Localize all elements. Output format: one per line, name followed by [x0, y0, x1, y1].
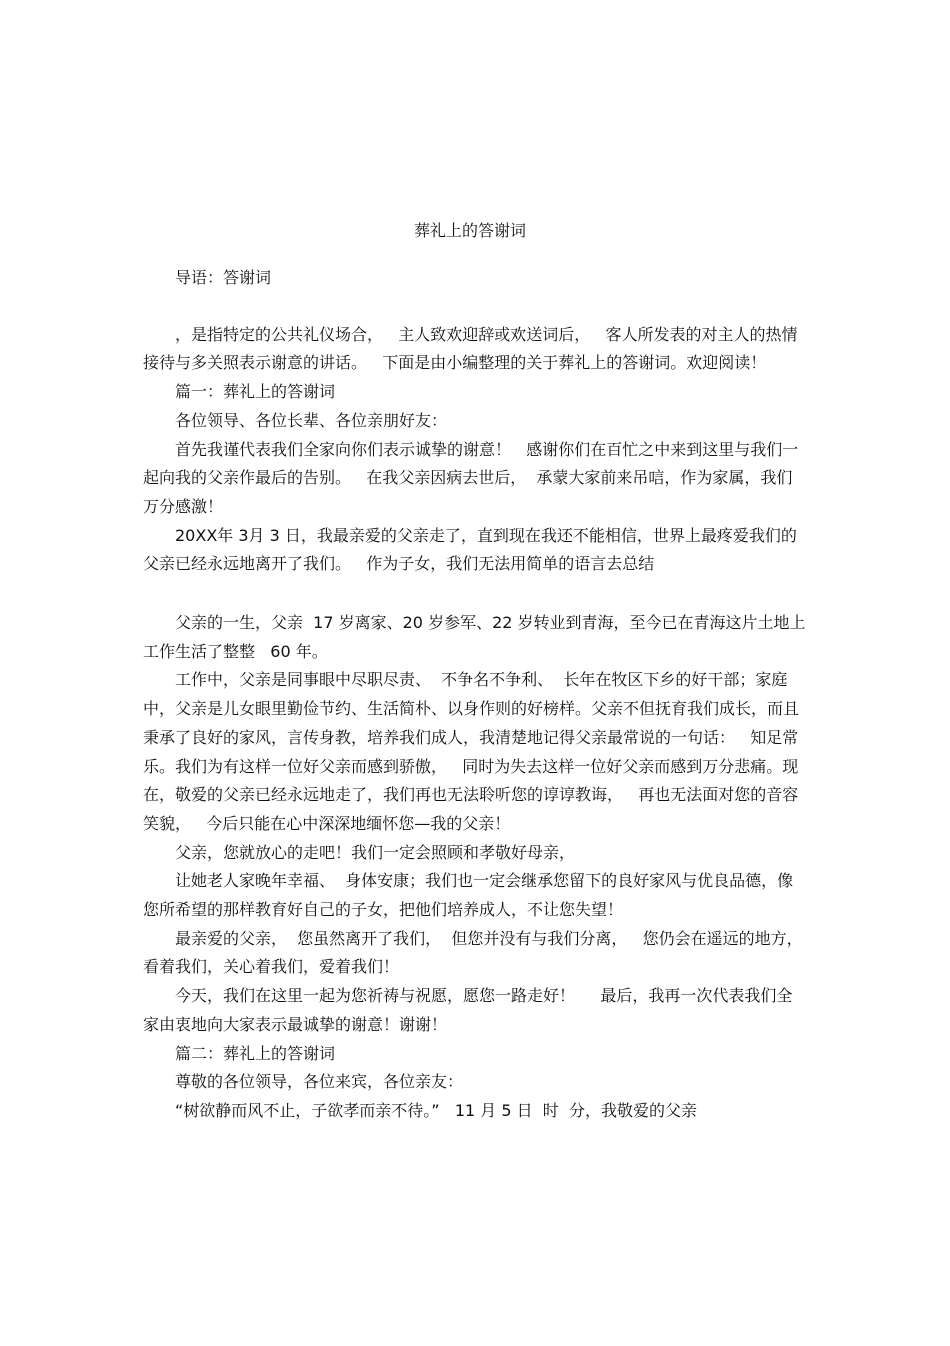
spacer: [143, 579, 808, 609]
paragraph: 工作中，父亲是同事眼中尽职尽责、 不争名不争利、 长年在牧区下乡的好干部；家庭中，父亲是儿女眼里勤俭节约、生活简朴、以身作则的好榜样。父亲不但抚育我们成长，而且秉承了良好的家风，言传身教，培养我们成人，我清楚地记得父亲最常说的一句话： 知足常乐。我们为有这样一位好父亲而感到骄傲， 同时为失去这样一位好父亲而感到万分悲痛。现在，敬爱的父亲已经永远地走了，我们再也无法聆听您的谆谆教诲， 再也无法面对您的音容笑貌， 今后只能在心中深深地缅怀您—我的父亲！: [143, 670, 800, 833]
section-heading-1: 篇一：葬礼上的答谢词: [175, 382, 336, 402]
document-body: [143, 264, 808, 1126]
document-title: 葬礼上的答谢词: [413, 221, 526, 240]
spacer: [143, 293, 808, 321]
paragraph: 父亲的一生，父亲 17 岁离家、20 岁参军、22 岁转业到青海，至今已在青海这片土地上工作生活了整整 60 年。: [143, 613, 806, 661]
intro-paragraph: ，是指特定的公共礼仪场合， 主人致欢迎辞或欢送词后， 客人所发表的对主人的热情接待与多关照表示谢意的讲话。 下面是由小编整理的关于葬礼上的答谢词。欢迎阅读！: [143, 324, 798, 373]
paragraph: 让她老人家晚年幸福、 身体安康；我们也一定会继承您留下的良好家风与优良品德，像您所希望的那样教育好自己的子女，把他们培养成人，不让您失望！: [143, 871, 794, 920]
paragraph: 首先我谨代表我们全家向你们表示诚挚的谢意！ 感谢你们在百忙之中来到这里与我们一起向我的父亲作最后的告别。 在我父亲因病去世后， 承蒙大家前来吊唁，作为家属，我们万分感激！: [143, 439, 799, 516]
paragraph: 最亲爱的父亲， 您虽然离开了我们， 但您并没有与我们分离， 您仍会在遥远的地方，看着我们，关心着我们，爱着我们！: [143, 928, 803, 977]
salutation-2: 尊敬的各位领导，各位来宾，各位亲友：: [175, 1072, 464, 1092]
paragraph: “树欲静而风不止，子欲孝而亲不待。” 11 月 5 日 时 分，我敬爱的父亲: [175, 1100, 697, 1120]
paragraph: 父亲，您就放心的走吧！我们一定会照顾和孝敬好母亲，: [175, 842, 576, 862]
salutation-1: 各位领导、各位长辈、各位亲朋好友：: [175, 410, 448, 430]
paragraph: 今天，我们在这里一起为您祈祷与祝愿，愿您一路走好！ 最后，我再一次代表我们全家由衷地向大家表示最诚挚的谢意！谢谢！: [143, 986, 793, 1034]
paragraph: 20XX年 3月 3 日，我最亲爱的父亲走了，直到现在我还不能相信，世界上最疼爱我们的父亲已经永远地离开了我们。 作为子女，我们无法用简单的语言去总结: [143, 525, 797, 574]
lead-line: 导语：答谢词: [175, 268, 272, 287]
section-heading-2: 篇二：葬礼上的答谢词: [175, 1043, 336, 1063]
